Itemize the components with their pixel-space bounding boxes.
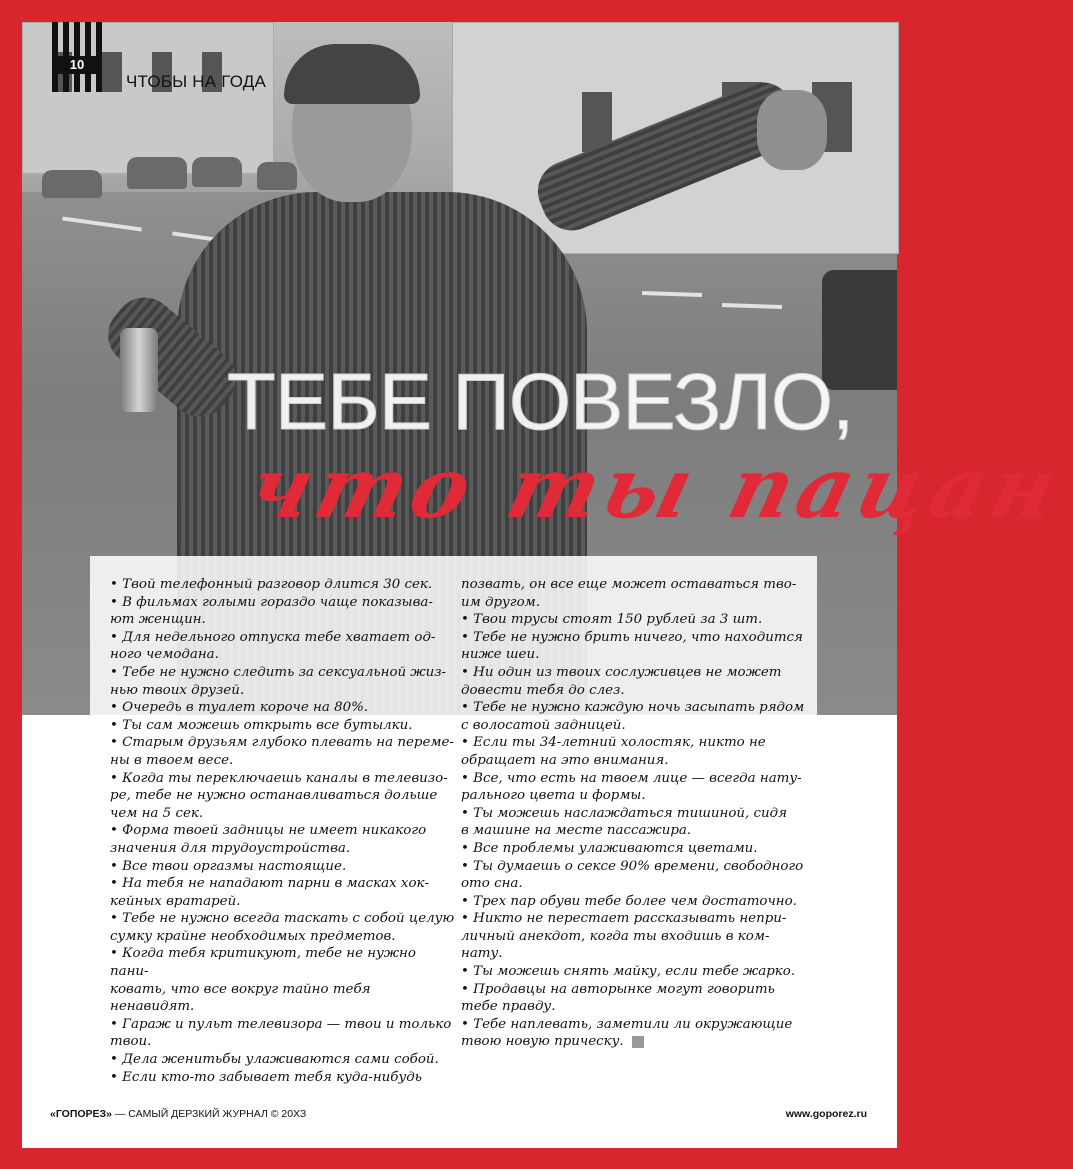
text-line-last: [461, 1033, 806, 1051]
text-line: обращает на это внимания.: [461, 752, 669, 768]
text-line: кейных вратарей.: [110, 893, 241, 909]
text-line: им другом.: [461, 594, 540, 610]
text-line: • Дела женитьбы улаживаются сами собой.: [110, 1052, 439, 1068]
text-line: ниже шеи.: [461, 647, 540, 663]
text-line: в машине на месте пассажира.: [461, 823, 692, 839]
text-line: • Для недельного отпуска тебе хватает од-: [110, 629, 436, 645]
text-line: • В фильмах голыми гораздо чаще показыва-: [110, 594, 433, 610]
photo-person-hair: [284, 44, 420, 104]
footer-website[interactable]: www.goporez.ru: [785, 1108, 867, 1120]
footer-tagline: — САМЫЙ ДЕРЗКИЙ ЖУРНАЛ © 20ХЗ: [111, 1108, 307, 1120]
text-line: • Старым друзьям глубоко плевать на переме-: [110, 735, 454, 751]
text-line: ото сна.: [461, 876, 523, 892]
text-line: • Ты можешь снять майку, если тебе жарко.: [461, 964, 796, 980]
headline-line-1: ТЕБЕ ПОВЕЗЛО,: [227, 357, 854, 446]
magazine-page: [22, 22, 1073, 1148]
text-line: • Очередь в туалет короче на 80%.: [110, 700, 369, 716]
text-line: • Ты думаешь о сексе 90% времени, свободного: [461, 858, 804, 874]
text-line: ного чемодана.: [110, 647, 219, 663]
text-line: позвать, он все еще может оставаться тво-: [461, 577, 797, 592]
text-line: нью твоих друзей.: [110, 682, 245, 698]
text-line: рального цвета и формы.: [461, 788, 646, 804]
photo-window: [102, 52, 122, 92]
text-line: • На тебя не нападают парни в масках хок-: [110, 876, 430, 892]
photo-soda-can: [120, 328, 158, 412]
text-line: • Тебе не нужно всегда таскать с собой целую: [110, 911, 455, 927]
text-line: ют женщин.: [110, 612, 206, 628]
page-number: 10: [52, 56, 102, 74]
text-line: твои.: [110, 1034, 152, 1050]
text-line: ре, тебе не нужно останавливаться дольше: [110, 788, 438, 804]
text-line: с волосатой задницей.: [461, 717, 626, 733]
photo-car: [127, 157, 187, 189]
text-line: • Когда тебя критикуют, тебе не нужно пани-: [110, 946, 416, 980]
text-line: ковать, что все вокруг тайно тебя ненавидят.: [110, 981, 371, 1015]
text-line: личный анекдот, когда ты входишь в ком-: [461, 928, 770, 944]
text-line: значения для трудоустройства.: [110, 840, 351, 856]
text-line: • Все проблемы улаживаются цветами.: [461, 840, 758, 856]
text-line: • Гараж и пульт телевизора — твои и только: [110, 1016, 452, 1032]
text-line: • Ни один из твоих сослуживцев не может: [461, 664, 782, 680]
text-line: • Все твои оргазмы настоящие.: [110, 858, 347, 874]
text-line-last-text: твою новую прическу.: [461, 1034, 624, 1050]
section-title: ЧТОБЫ НА ГОДА: [126, 72, 266, 91]
text-line: • Твой телефонный разговор длится 30 сек.: [110, 577, 433, 592]
text-line: чем на 5 сек.: [110, 805, 204, 821]
photo-car: [257, 162, 297, 190]
end-of-article-square-icon: [632, 1036, 644, 1048]
text-line: • Ты сам можешь открыть все бутылки.: [110, 717, 413, 733]
text-line: • Продавцы на авторынке могут говорить: [461, 981, 775, 997]
footer-left: [50, 1108, 306, 1120]
photo-fist: [757, 90, 827, 170]
right-column: [461, 576, 806, 1051]
text-line: • Все, что есть на твоем лице — всегда нату-: [461, 770, 802, 786]
text-line: довести тебя до слез.: [461, 682, 625, 698]
text-line: • Трех пар обуви тебе более чем достаточно.: [461, 893, 797, 909]
text-line: • Тебе наплевать, заметили ли окружающие: [461, 1016, 793, 1032]
text-line: тебе правду.: [461, 999, 556, 1015]
text-line: • Если ты 34-летний холостяк, никто не: [461, 735, 766, 751]
headline-line-2: что ты пацан: [239, 438, 1073, 537]
text-line: сумку крайне необходимых предметов.: [110, 928, 396, 944]
text-line: • Когда ты переключаешь каналы в телевизо-: [110, 770, 448, 786]
photo-car: [192, 157, 242, 187]
text-line: • Форма твоей задницы не имеет никакого: [110, 823, 427, 839]
text-line: • Если кто-то забывает тебя куда-нибудь: [110, 1069, 422, 1085]
text-line: • Ты можешь наслаждаться тишиной, сидя: [461, 805, 788, 821]
text-line: ны в твоем весе.: [110, 752, 234, 768]
text-line: • Никто не перестает рассказывать непри-: [461, 911, 787, 927]
text-line: • Тебе не нужно брить ничего, что находится: [461, 629, 803, 645]
text-line: • Тебе не нужно каждую ночь засыпать рядом: [461, 700, 805, 716]
photo-car: [42, 170, 102, 198]
text-line: нату.: [461, 946, 503, 962]
text-line: • Тебе не нужно следить за сексуальной жиз-: [110, 664, 447, 680]
text-panel: [90, 556, 817, 1085]
text-line: • Твои трусы стоят 150 рублей за 3 шт.: [461, 612, 763, 628]
left-column: [110, 576, 455, 1086]
footer-brand: «ГОПОРЕЗ»: [50, 1108, 112, 1120]
